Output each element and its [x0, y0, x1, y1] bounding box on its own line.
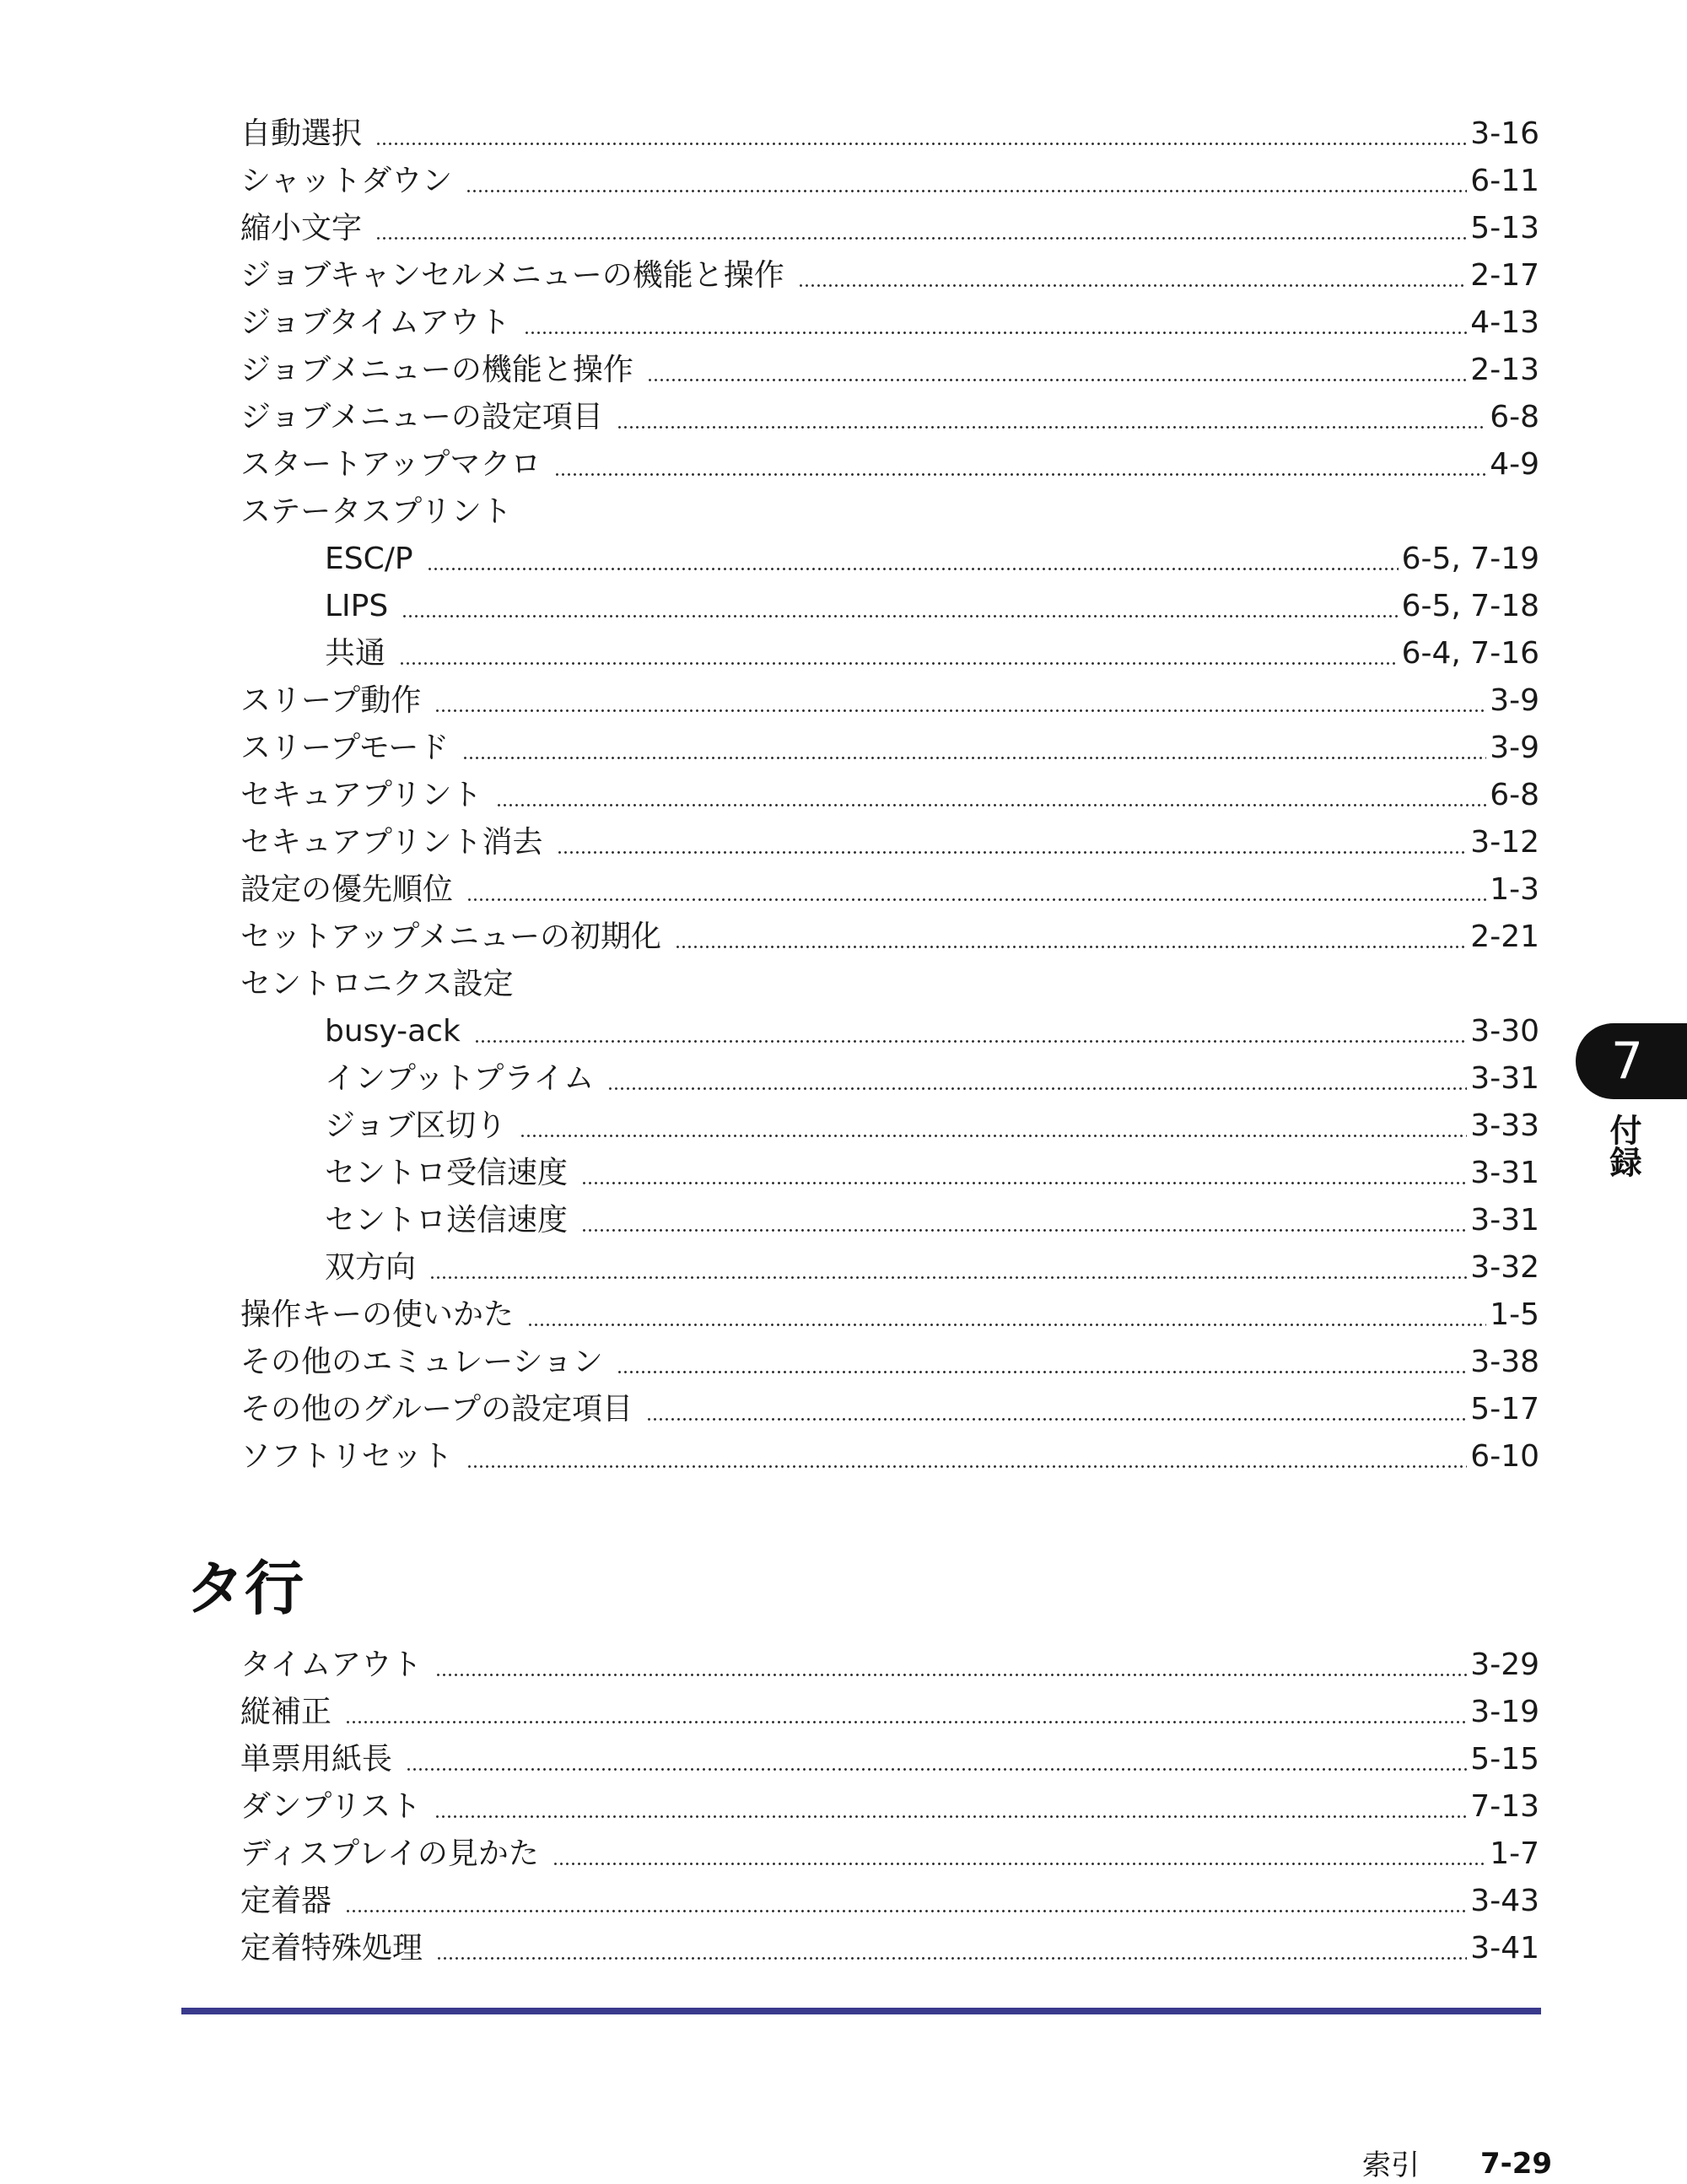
index-entry	[240, 256, 1539, 296]
index-entry	[240, 1834, 1539, 1874]
index-page-ref[interactable]: 1-5	[1490, 1297, 1539, 1332]
dot-leader	[406, 1768, 1467, 1771]
index-page-ref[interactable]: 4-9	[1490, 447, 1539, 482]
index-page-ref[interactable]: 1-3	[1490, 872, 1539, 907]
dot-leader	[798, 284, 1468, 287]
index-term: ジョブメニューの設定項目	[240, 400, 603, 434]
index-page-ref[interactable]: 3-9	[1490, 683, 1539, 718]
dot-leader	[466, 898, 1486, 901]
index-entry	[240, 1437, 1539, 1477]
index-page-ref[interactable]: 3-30	[1470, 1014, 1539, 1049]
index-term: セキュアプリント消去	[240, 825, 543, 860]
dot-leader	[617, 426, 1486, 429]
dot-leader	[646, 1418, 1467, 1421]
dot-leader	[675, 946, 1467, 948]
dot-leader	[345, 1721, 1467, 1723]
footer-page-number: 7-29	[1480, 2147, 1553, 2181]
dot-leader	[496, 804, 1487, 806]
index-term: セントロニクス設定	[240, 967, 514, 1001]
index-page-ref[interactable]: 6-4, 7-16	[1401, 636, 1539, 671]
dot-leader	[427, 568, 1399, 570]
index-term: ジョブメニューの機能と操作	[240, 353, 633, 387]
index-page-ref[interactable]: 3-43	[1470, 1884, 1539, 1918]
index-entry	[240, 964, 1539, 1005]
dot-leader	[434, 709, 1486, 712]
dot-leader	[434, 1815, 1467, 1818]
chapter-label: 付録	[1604, 1114, 1641, 1178]
index-term: セキュアプリント	[240, 778, 482, 812]
index-term: スリープモード	[240, 731, 450, 765]
dot-leader	[435, 1674, 1467, 1676]
chapter-tab[interactable]	[1576, 1023, 1687, 1099]
index-term: ESC/P	[325, 542, 413, 576]
index-page-ref[interactable]: 3-31	[1470, 1203, 1539, 1238]
index-entry	[240, 303, 1539, 343]
index-term: スリープ動作	[240, 683, 422, 718]
index-page-ref[interactable]: 3-29	[1470, 1647, 1539, 1682]
index-entry	[240, 208, 1539, 249]
index-term: ステータスプリント	[240, 494, 512, 529]
index-term: スタートアップマクロ	[240, 447, 542, 482]
index-term: 単票用紙長	[240, 1742, 393, 1777]
index-entry	[325, 1106, 1539, 1146]
index-entry	[240, 445, 1539, 485]
chapter-number: 7	[1610, 1032, 1644, 1091]
index-term: ジョブ区切り	[325, 1108, 507, 1143]
index-entry	[240, 681, 1539, 721]
index-page-ref[interactable]: 3-31	[1470, 1156, 1539, 1190]
index-term: その他のエミュレーション	[240, 1345, 603, 1379]
index-term: 設定の優先順位	[240, 872, 454, 907]
dot-leader	[429, 1276, 1467, 1279]
index-term: 縮小文字	[240, 211, 363, 245]
index-page-ref[interactable]: 6-8	[1490, 778, 1539, 812]
dot-leader	[462, 757, 1486, 759]
index-term: シャットダウン	[240, 164, 453, 198]
dot-leader	[524, 332, 1467, 334]
index-term: 共通	[325, 636, 386, 671]
dot-leader	[554, 473, 1486, 476]
dot-leader	[375, 143, 1467, 145]
index-term: 操作キーの使いかた	[240, 1297, 515, 1332]
index-page-ref[interactable]: 3-19	[1470, 1695, 1539, 1729]
index-page-ref[interactable]: 4-13	[1470, 305, 1539, 340]
index-entry	[240, 917, 1539, 957]
index-page-ref[interactable]: 6-10	[1470, 1439, 1539, 1474]
index-page-ref[interactable]: 3-31	[1470, 1061, 1539, 1096]
index-page-ref[interactable]: 2-21	[1470, 919, 1539, 954]
index-page-ref[interactable]: 3-38	[1470, 1345, 1539, 1379]
index-term: セットアップメニューの初期化	[240, 919, 661, 954]
dot-leader	[607, 1087, 1467, 1090]
dot-leader	[581, 1182, 1467, 1184]
index-entry	[325, 1153, 1539, 1194]
dot-leader	[436, 1957, 1467, 1960]
footer-rule	[181, 2008, 1541, 2014]
index-entry	[240, 350, 1539, 391]
index-entry	[240, 822, 1539, 863]
dot-leader	[520, 1135, 1467, 1137]
index-entry	[325, 634, 1539, 674]
index-term: 縦補正	[240, 1695, 332, 1729]
index-term: 双方向	[325, 1250, 417, 1285]
index-entry	[240, 161, 1539, 202]
dot-leader	[399, 662, 1399, 665]
index-page-ref[interactable]: 5-17	[1470, 1392, 1539, 1426]
index-term: 自動選択	[240, 116, 363, 151]
section-heading: タ行	[186, 1554, 304, 1623]
dot-leader	[345, 1910, 1467, 1912]
index-term: busy-ack	[325, 1014, 461, 1049]
index-entry	[325, 586, 1539, 627]
index-term: 定着器	[240, 1884, 332, 1918]
footer-section-label: 索引	[1362, 2149, 1420, 2182]
index-entry	[325, 1200, 1539, 1241]
index-page-ref[interactable]: 3-16	[1470, 116, 1539, 151]
index-term: ジョブキャンセルメニューの機能と操作	[240, 258, 784, 293]
index-entry	[240, 1928, 1539, 1969]
index-term: ディスプレイの見かた	[240, 1836, 539, 1871]
dot-leader	[581, 1229, 1467, 1232]
index-entry	[240, 1295, 1539, 1335]
index-page-ref[interactable]: 6-5, 7-19	[1401, 542, 1539, 576]
dot-leader	[402, 615, 1398, 617]
index-entry	[325, 539, 1539, 580]
index-entry	[240, 1739, 1539, 1780]
index-page-ref[interactable]: 3-9	[1490, 731, 1539, 765]
index-page-ref[interactable]: 3-12	[1470, 825, 1539, 860]
index-entry	[240, 775, 1539, 816]
index-term: タイムアウト	[240, 1647, 423, 1682]
index-page-ref[interactable]: 6-5, 7-18	[1401, 589, 1539, 623]
index-entry	[240, 1881, 1539, 1922]
index-entry	[240, 1692, 1539, 1733]
index-entry	[240, 1389, 1539, 1430]
dot-leader	[617, 1371, 1467, 1373]
index-page-ref[interactable]: 2-17	[1470, 258, 1539, 293]
index-term: ソフトリセット	[240, 1439, 453, 1474]
dot-leader	[375, 237, 1467, 240]
index-term: ダンプリスト	[240, 1789, 422, 1824]
dot-leader	[527, 1324, 1486, 1326]
index-entry	[240, 114, 1539, 154]
index-page-ref[interactable]: 3-32	[1470, 1250, 1539, 1285]
index-page-ref[interactable]: 5-15	[1470, 1742, 1539, 1777]
index-page-ref[interactable]: 3-41	[1470, 1931, 1539, 1966]
index-page-ref[interactable]: 5-13	[1470, 211, 1539, 245]
index-term: その他のグループの設定項目	[240, 1392, 633, 1426]
index-page-ref[interactable]: 7-13	[1470, 1789, 1539, 1824]
dot-leader	[466, 190, 1467, 192]
index-entry	[240, 870, 1539, 910]
index-entry	[240, 1645, 1539, 1685]
index-page-ref[interactable]: 2-13	[1470, 353, 1539, 387]
index-page-ref[interactable]: 1-7	[1490, 1836, 1539, 1871]
index-page-ref[interactable]: 6-11	[1470, 164, 1539, 198]
index-entry	[240, 397, 1539, 438]
dot-leader	[557, 851, 1468, 854]
index-term: 定着特殊処理	[240, 1931, 423, 1966]
index-page-ref[interactable]: 6-8	[1490, 400, 1539, 434]
dot-leader	[552, 1863, 1486, 1865]
index-term: インプットプライム	[325, 1061, 595, 1096]
index-term: ジョブタイムアウト	[240, 305, 511, 340]
dot-leader	[474, 1040, 1468, 1043]
index-term: セントロ受信速度	[325, 1156, 569, 1190]
index-page-ref[interactable]: 3-33	[1470, 1108, 1539, 1143]
index-entry	[325, 1059, 1539, 1099]
dot-leader	[647, 379, 1467, 381]
index-entry	[240, 1787, 1539, 1827]
index-entry	[325, 1248, 1539, 1288]
index-entry	[240, 1342, 1539, 1383]
index-entry	[325, 1011, 1539, 1052]
index-term: LIPS	[325, 589, 389, 623]
index-term: セントロ送信速度	[325, 1203, 569, 1238]
dot-leader	[466, 1465, 1468, 1468]
index-entry	[240, 492, 1539, 532]
index-entry	[240, 728, 1539, 768]
